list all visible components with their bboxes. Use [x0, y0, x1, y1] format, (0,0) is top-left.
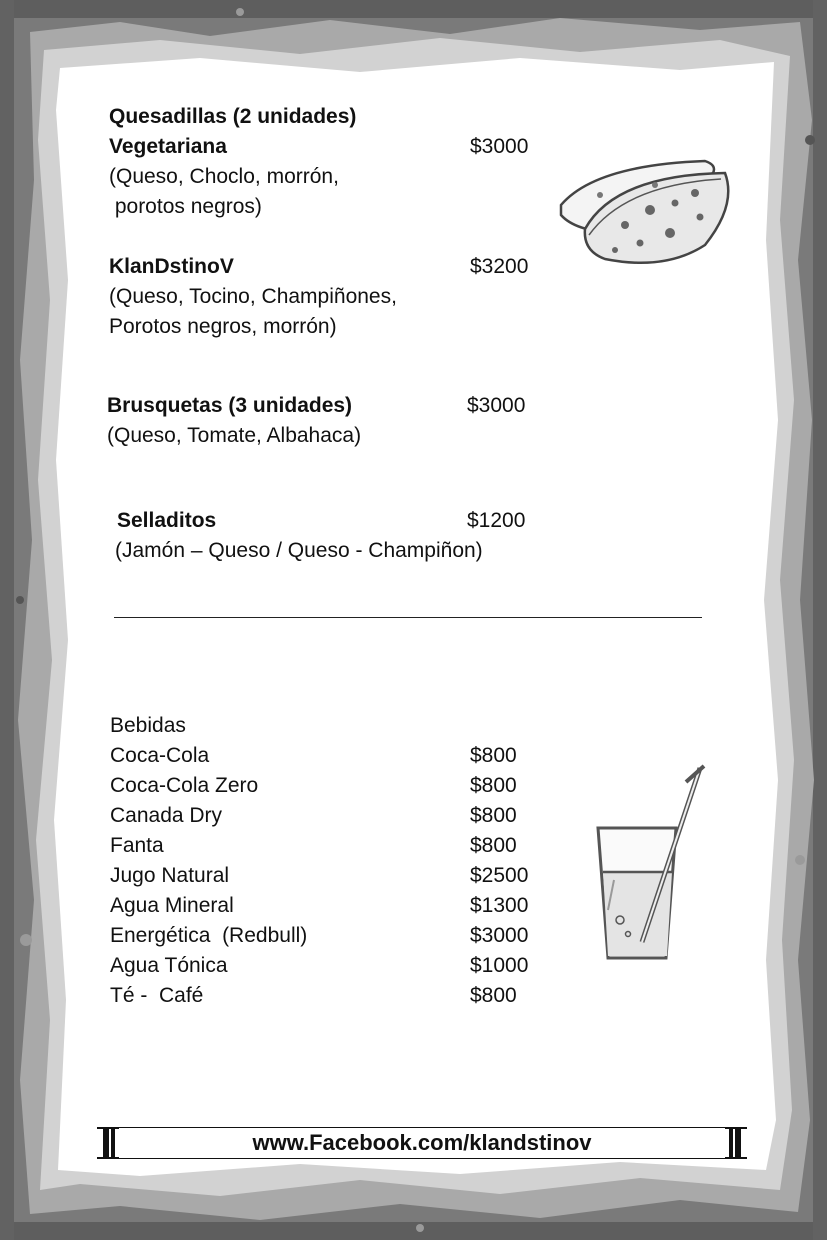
drink-price: $3000 [470, 924, 529, 947]
bebidas-heading: Bebidas [110, 714, 186, 737]
drink-price: $2500 [470, 864, 529, 887]
klandstinov-desc-line2: Porotos negros, morrón) [109, 315, 337, 338]
brusquetas-price: $3000 [467, 394, 526, 417]
klandstinov-name: KlanDstinoV [109, 255, 234, 278]
section-divider [114, 617, 702, 618]
vegetariana-desc-line2: porotos negros) [109, 195, 262, 218]
facebook-url[interactable]: www.Facebook.com/klandstinov [119, 1127, 725, 1159]
drink-name: Agua Mineral [110, 894, 234, 917]
drink-price: $800 [470, 744, 517, 767]
drink-name: Canada Dry [110, 804, 223, 827]
drink-name: Té - Café [110, 984, 204, 1007]
selladitos-name: Selladitos [117, 509, 217, 532]
banner-left-cap [97, 1127, 119, 1159]
drink-price: $800 [470, 834, 517, 857]
drink-name: Agua Tónica [110, 954, 228, 977]
banner-right-cap [725, 1127, 747, 1159]
selladitos-desc: (Jamón – Queso / Queso - Champiñon) [115, 539, 483, 562]
drink-name: Fanta [110, 834, 164, 857]
quesadilla-icon [555, 155, 735, 270]
selladitos-price: $1200 [467, 509, 526, 532]
drink-price: $1300 [470, 894, 529, 917]
drink-price: $800 [470, 804, 517, 827]
drink-name: Energética (Redbull) [110, 924, 308, 947]
brusquetas-name: Brusquetas (3 unidades) [107, 394, 353, 417]
vegetariana-desc-line1: (Queso, Choclo, morrón, [109, 165, 339, 188]
quesadillas-heading: Quesadillas (2 unidades) [109, 105, 357, 128]
vegetariana-price: $3000 [470, 135, 529, 158]
drink-name: Coca-Cola [110, 744, 210, 767]
glass-with-straw-icon [590, 760, 710, 970]
facebook-banner [97, 1127, 747, 1159]
drink-price: $1000 [470, 954, 529, 977]
drink-price: $800 [470, 984, 517, 1007]
brusquetas-desc: (Queso, Tomate, Albahaca) [107, 424, 362, 447]
drink-name: Coca-Cola Zero [110, 774, 259, 797]
klandstinov-price: $3200 [470, 255, 529, 278]
klandstinov-desc-line1: (Queso, Tocino, Champiñones, [109, 285, 397, 308]
vegetariana-name: Vegetariana [109, 135, 227, 158]
drink-name: Jugo Natural [110, 864, 230, 887]
drink-price: $800 [470, 774, 517, 797]
